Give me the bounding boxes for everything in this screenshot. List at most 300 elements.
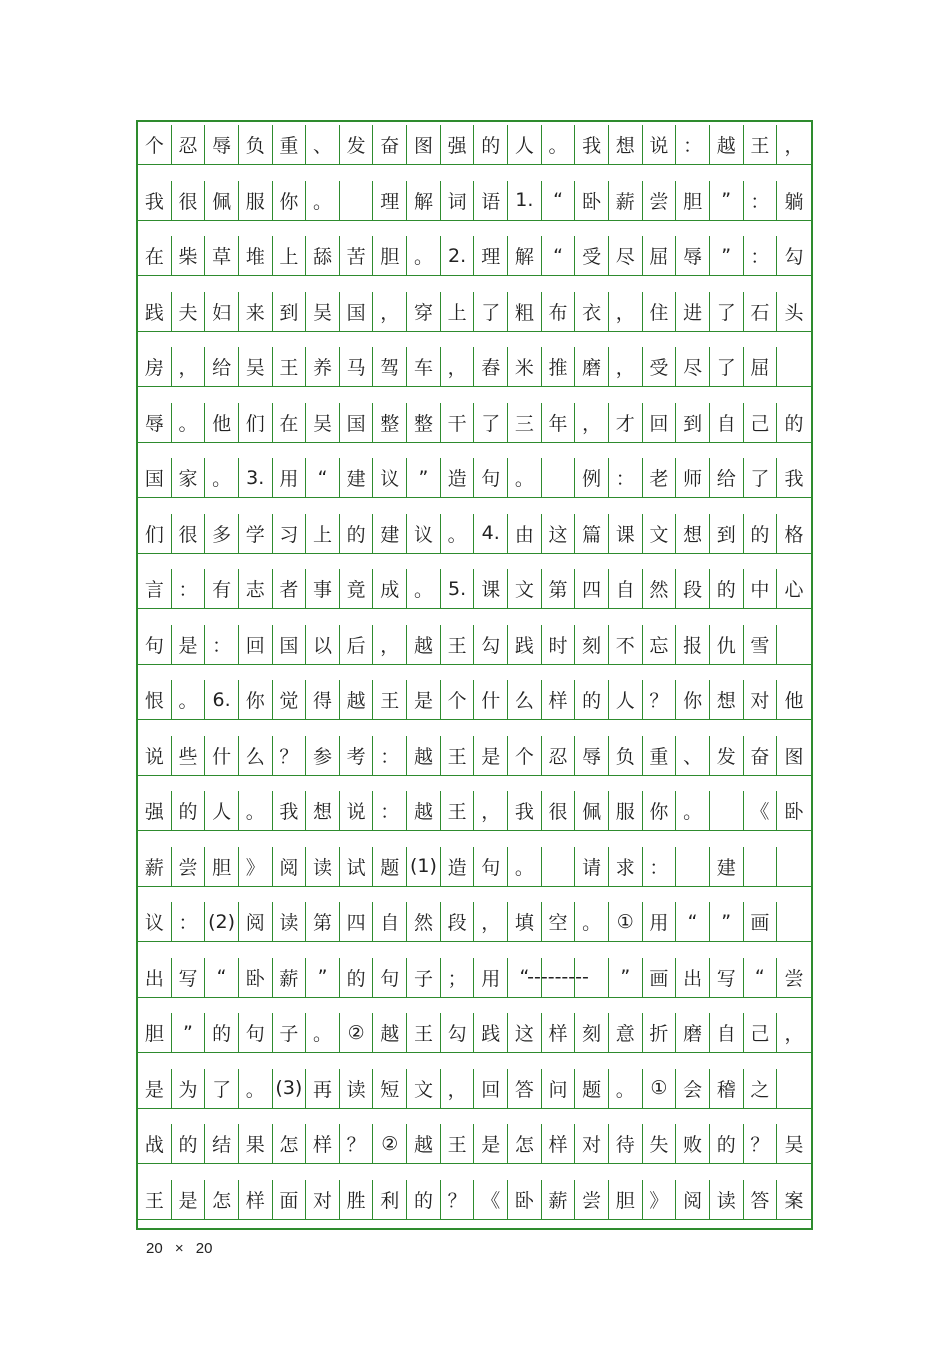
grid-cell <box>777 847 811 886</box>
grid-cell: 再 <box>306 1069 340 1108</box>
grid-row <box>138 791 811 831</box>
grid-cell: “ <box>542 181 576 220</box>
grid-cell: 什 <box>205 736 239 775</box>
grid-cell: 填 <box>508 902 542 941</box>
grid-cell <box>777 347 811 386</box>
grid-cell: 他 <box>205 403 239 442</box>
grid-cell: 整 <box>407 403 441 442</box>
grid-cell: 服 <box>239 181 273 220</box>
grid-cell: ？ <box>340 1124 374 1163</box>
grid-cell: ② <box>340 1013 374 1052</box>
grid-cell <box>777 902 811 941</box>
grid-cell: 的 <box>784 412 804 435</box>
grid-cell: 是 <box>474 1124 508 1163</box>
grid-cell: 不 <box>609 625 643 664</box>
grid-cell: 回 <box>474 1069 508 1108</box>
grid-cell: 、 <box>676 736 710 775</box>
grid-cell: 的 <box>340 958 374 997</box>
grid-cell: 者 <box>273 569 307 608</box>
grid-cell: 践 <box>138 292 172 331</box>
grid-cell: 尽 <box>676 347 710 386</box>
grid-cell <box>777 625 811 664</box>
grid-cell: 画 <box>643 958 677 997</box>
grid-cell: 文 <box>508 569 542 608</box>
grid-cell: 败 <box>676 1124 710 1163</box>
grid-cell: 议 <box>138 902 172 941</box>
grid-cell: 写 <box>710 958 744 997</box>
grid-cell: 堆 <box>239 236 273 275</box>
grid-cell: 么 <box>239 736 273 775</box>
grid-row <box>138 847 811 887</box>
grid-cell: “ <box>205 958 239 997</box>
grid-cell: 王 <box>441 625 475 664</box>
grid-cell: 胜 <box>340 1180 374 1219</box>
grid-cell: 他 <box>784 690 804 712</box>
grid-cell: 衣 <box>575 292 609 331</box>
grid-cell: 重 <box>643 736 677 775</box>
grid-cell: 养 <box>306 347 340 386</box>
grid-cell: 恨 <box>138 680 172 719</box>
grid-cell: 卧 <box>784 801 804 823</box>
grid-cell: 段 <box>441 902 475 941</box>
grid-cell: 待 <box>609 1124 643 1163</box>
grid-cell: 受 <box>575 236 609 275</box>
grid-cell: ， <box>609 292 643 331</box>
grid-cell: 吴 <box>784 1134 804 1156</box>
grid-cell: --------- <box>542 958 576 997</box>
grid-cell: 胆 <box>373 236 407 275</box>
grid-row <box>138 514 811 554</box>
grid-cell: 尝 <box>784 967 804 990</box>
grid-cell: 尝 <box>575 1180 609 1219</box>
grid-cell: 。 <box>172 403 206 442</box>
grid-cell: 语 <box>474 181 508 220</box>
grid-cell: ， <box>575 403 609 442</box>
grid-cell: 刻 <box>575 1013 609 1052</box>
grid-cell: 议 <box>373 458 407 497</box>
grid-cell: ； <box>441 958 475 997</box>
grid-cell: 尝 <box>643 181 677 220</box>
grid-cell: (1) <box>407 847 441 886</box>
grid-cell: 说 <box>340 791 374 830</box>
grid-cell: 吴 <box>306 403 340 442</box>
grid-cell: 说 <box>643 125 677 164</box>
grid-cell: 强 <box>138 791 172 830</box>
grid-cell: 来 <box>239 292 273 331</box>
grid-cell: 这 <box>508 1013 542 1052</box>
grid-cell: 格 <box>784 523 804 546</box>
grid-cell: 勾 <box>784 246 804 268</box>
grid-cell: 胆 <box>138 1013 172 1052</box>
grid-cell: 了 <box>744 458 778 497</box>
grid-cell: ： <box>744 236 778 275</box>
grid-cell: 头 <box>784 301 804 324</box>
grid-cell: 磨 <box>676 1013 710 1052</box>
grid-cell: 躺 <box>784 190 804 213</box>
grid-cell: 很 <box>172 181 206 220</box>
grid-cell: 越 <box>407 625 441 664</box>
grid-paper <box>136 120 813 1230</box>
grid-cell: 发 <box>710 736 744 775</box>
grid-row <box>138 181 811 221</box>
grid-cell: 。 <box>441 514 475 553</box>
grid-cell: 后 <box>340 625 374 664</box>
grid-cell: 这 <box>542 514 576 553</box>
grid-row <box>138 458 811 498</box>
grid-cell: ： <box>172 902 206 941</box>
grid-cell: ， <box>373 292 407 331</box>
grid-cell: ： <box>373 791 407 830</box>
grid-cell: 你 <box>676 680 710 719</box>
grid-cell: 刻 <box>575 625 609 664</box>
grid-cell: 年 <box>542 403 576 442</box>
grid-cell: 《 <box>744 791 778 830</box>
grid-cell: 课 <box>474 569 508 608</box>
grid-cell: ， <box>373 625 407 664</box>
grid-cell: 觉 <box>273 680 307 719</box>
grid-cell: 的 <box>205 1013 239 1052</box>
grid-cell: 对 <box>744 680 778 719</box>
grid-cell: 国 <box>340 403 374 442</box>
grid-cell <box>542 458 576 497</box>
grid-cell: 己 <box>744 403 778 442</box>
grid-row <box>138 403 811 443</box>
grid-cell: 第 <box>306 902 340 941</box>
grid-cell: 忍 <box>542 736 576 775</box>
grid-cell: 忍 <box>172 125 206 164</box>
grid-cell: 你 <box>273 181 307 220</box>
grid-cell: 意 <box>609 1013 643 1052</box>
grid-cell: 的 <box>172 791 206 830</box>
grid-cell: 妇 <box>205 292 239 331</box>
grid-cell: 我 <box>273 791 307 830</box>
grid-cell: ， <box>474 791 508 830</box>
grid-cell: 国 <box>340 292 374 331</box>
grid-cell: 之 <box>744 1069 778 1108</box>
grid-cell: 句 <box>474 458 508 497</box>
grid-cell: “ <box>508 958 542 997</box>
grid-cell: 房 <box>138 347 172 386</box>
grid-cell: 薪 <box>609 181 643 220</box>
grid-cell: 答 <box>744 1180 778 1219</box>
grid-cell: 为 <box>172 1069 206 1108</box>
grid-cell: 读 <box>340 1069 374 1108</box>
grid-cell: 报 <box>676 625 710 664</box>
grid-cell <box>575 958 609 997</box>
grid-cell: 课 <box>609 514 643 553</box>
grid-cell: ” <box>407 458 441 497</box>
grid-row <box>138 902 811 942</box>
grid-cell: 越 <box>340 680 374 719</box>
grid-cell: 想 <box>306 791 340 830</box>
grid-cell: 的 <box>474 125 508 164</box>
grid-cell: 布 <box>542 292 576 331</box>
grid-cell: 你 <box>239 680 273 719</box>
grid-cell: 怎 <box>273 1124 307 1163</box>
grid-cell: 稽 <box>710 1069 744 1108</box>
grid-cell: 胆 <box>609 1180 643 1219</box>
grid-cell: 卧 <box>508 1180 542 1219</box>
grid-cell: 人 <box>609 680 643 719</box>
grid-cell: 住 <box>643 292 677 331</box>
grid-row <box>138 736 811 776</box>
grid-cell: 自 <box>710 1013 744 1052</box>
grid-cell: 上 <box>273 236 307 275</box>
grid-cell: 薪 <box>138 847 172 886</box>
grid-cell: ？ <box>643 680 677 719</box>
grid-cell: 王 <box>441 791 475 830</box>
grid-cell: 。 <box>508 458 542 497</box>
grid-cell: 苦 <box>340 236 374 275</box>
grid-cell: 议 <box>407 514 441 553</box>
grid-cell: 利 <box>373 1180 407 1219</box>
grid-row <box>138 1124 811 1164</box>
grid-row <box>138 680 811 720</box>
grid-cell: 是 <box>172 625 206 664</box>
grid-cell: 辱 <box>676 236 710 275</box>
grid-cell: 以 <box>306 625 340 664</box>
grid-cell: 6. <box>205 680 239 719</box>
grid-cell: 。 <box>172 680 206 719</box>
grid-cell: 段 <box>676 569 710 608</box>
grid-cell: 很 <box>172 514 206 553</box>
grid-cell: 么 <box>508 680 542 719</box>
grid-cell: 吴 <box>306 292 340 331</box>
grid-cell: 1. <box>508 181 542 220</box>
grid-cell: 了 <box>474 292 508 331</box>
grid-cell: 习 <box>273 514 307 553</box>
grid-cell: 了 <box>474 403 508 442</box>
grid-cell: 了 <box>205 1069 239 1108</box>
grid-cell: 辱 <box>138 403 172 442</box>
grid-cell <box>542 847 576 886</box>
grid-row <box>138 1180 811 1220</box>
grid-cell: 3. <box>239 458 273 497</box>
grid-cell: 在 <box>273 403 307 442</box>
grid-cell: 理 <box>373 181 407 220</box>
grid-cell: 建 <box>373 514 407 553</box>
grid-cell: ， <box>474 902 508 941</box>
grid-cell: 个 <box>138 125 172 164</box>
grid-cell: ② <box>373 1124 407 1163</box>
grid-cell: 夫 <box>172 292 206 331</box>
grid-cell: ， <box>784 1023 804 1045</box>
grid-cell: “ <box>542 236 576 275</box>
grid-cell: 面 <box>273 1180 307 1219</box>
grid-cell: “ <box>744 958 778 997</box>
grid-cell: 舂 <box>474 347 508 386</box>
grid-cell: 。 <box>508 847 542 886</box>
grid-cell: 案 <box>784 1189 804 1212</box>
grid-cell: 问 <box>542 1069 576 1108</box>
grid-cell: 例 <box>575 458 609 497</box>
grid-cell: 成 <box>373 569 407 608</box>
grid-cell: 家 <box>172 458 206 497</box>
grid-cell: 理 <box>474 236 508 275</box>
grid-row <box>138 1069 811 1109</box>
grid-cell: 们 <box>138 514 172 553</box>
grid-cell: 服 <box>609 791 643 830</box>
grid-cell: 草 <box>205 236 239 275</box>
grid-cell: 阅 <box>239 902 273 941</box>
grid-cell: ” <box>306 958 340 997</box>
grid-cell: ： <box>172 569 206 608</box>
grid-cell: 的 <box>575 680 609 719</box>
grid-cell: 忘 <box>643 625 677 664</box>
grid-cell: 句 <box>474 847 508 886</box>
grid-cell: 受 <box>643 347 677 386</box>
grid-cell: 文 <box>407 1069 441 1108</box>
grid-cell: 。 <box>306 1013 340 1052</box>
grid-cell: ？ <box>441 1180 475 1219</box>
grid-cell: 题 <box>373 847 407 886</box>
grid-cell: 解 <box>407 181 441 220</box>
grid-cell: 马 <box>340 347 374 386</box>
grid-cell: 王 <box>441 1124 475 1163</box>
grid-size-label <box>146 1240 212 1257</box>
grid-cell: 王 <box>744 125 778 164</box>
grid-cell: 越 <box>407 736 441 775</box>
grid-rows-count: 20 <box>146 1240 163 1257</box>
grid-cell: 王 <box>138 1180 172 1219</box>
grid-cell: 得 <box>306 680 340 719</box>
grid-cell: 读 <box>306 847 340 886</box>
grid-cell: 上 <box>306 514 340 553</box>
grid-cell: 米 <box>508 347 542 386</box>
grid-cell: 佩 <box>575 791 609 830</box>
grid-cell: 柴 <box>172 236 206 275</box>
grid-cell: 石 <box>744 292 778 331</box>
grid-cell: 答 <box>508 1069 542 1108</box>
grid-cell: 。 <box>205 458 239 497</box>
grid-cell: 王 <box>273 347 307 386</box>
grid-cell: 。 <box>239 1069 273 1108</box>
grid-cell: 舔 <box>306 236 340 275</box>
grid-cell: 是 <box>474 736 508 775</box>
grid-cell: 子 <box>407 958 441 997</box>
grid-row <box>138 1013 811 1053</box>
grid-cell: 文 <box>643 514 677 553</box>
grid-cell: 想 <box>710 680 744 719</box>
grid-cell: 由 <box>508 514 542 553</box>
grid-cell: 负 <box>239 125 273 164</box>
grid-cell: “ <box>676 902 710 941</box>
grid-cell: 出 <box>676 958 710 997</box>
grid-cell: 阅 <box>676 1180 710 1219</box>
grid-cell: 人 <box>508 125 542 164</box>
grid-cell: 多 <box>205 514 239 553</box>
grid-cell: 我 <box>784 468 804 490</box>
grid-cell: 然 <box>643 569 677 608</box>
grid-cell: 参 <box>306 736 340 775</box>
grid-cell: 辱 <box>575 736 609 775</box>
grid-cell: 屈 <box>744 347 778 386</box>
grid-cell: 发 <box>340 125 374 164</box>
grid-cell: 三 <box>508 403 542 442</box>
grid-cell: 言 <box>138 569 172 608</box>
grid-cell: 强 <box>441 125 475 164</box>
grid-cell: 奋 <box>744 736 778 775</box>
grid-cell: “ <box>306 458 340 497</box>
grid-cell: ： <box>643 847 677 886</box>
grid-cell: 志 <box>239 569 273 608</box>
grid-cell: 、 <box>306 125 340 164</box>
grid-cell: ” <box>710 181 744 220</box>
grid-cell: ， <box>172 347 206 386</box>
grid-cell: 越 <box>407 791 441 830</box>
grid-cell: 读 <box>710 1180 744 1219</box>
grid-cell: 尝 <box>172 847 206 886</box>
grid-cell: 失 <box>643 1124 677 1163</box>
grid-cell: 个 <box>441 680 475 719</box>
grid-cell: 试 <box>340 847 374 886</box>
grid-cell: 结 <box>205 1124 239 1163</box>
grid-cell: 王 <box>373 680 407 719</box>
grid-cell: 句 <box>373 958 407 997</box>
grid-cell: 造 <box>441 847 475 886</box>
grid-cell: 写 <box>172 958 206 997</box>
grid-cell: 四 <box>340 902 374 941</box>
grid-cell: 我 <box>138 181 172 220</box>
grid-cell: 子 <box>273 1013 307 1052</box>
grid-cell: 重 <box>273 125 307 164</box>
grid-cell: 。 <box>542 125 576 164</box>
grid-cell: 上 <box>441 292 475 331</box>
grid-cell: 画 <box>744 902 778 941</box>
grid-cell: 怎 <box>508 1124 542 1163</box>
grid-cell: 尽 <box>609 236 643 275</box>
grid-cell: 样 <box>542 680 576 719</box>
grid-cell: 粗 <box>508 292 542 331</box>
grid-cell: 篇 <box>575 514 609 553</box>
grid-cell: 。 <box>407 569 441 608</box>
grid-cell: 2. <box>441 236 475 275</box>
grid-cell: 屈 <box>643 236 677 275</box>
grid-cell <box>340 181 374 220</box>
grid-cell: 整 <box>373 403 407 442</box>
grid-cell: 己 <box>744 1013 778 1052</box>
grid-cell: (3) <box>273 1069 307 1108</box>
grid-cell: 事 <box>306 569 340 608</box>
grid-cell: 阅 <box>273 847 307 886</box>
grid-cell <box>710 791 744 830</box>
grid-cell: 勾 <box>474 625 508 664</box>
grid-cell: 师 <box>676 458 710 497</box>
grid-cell: 负 <box>609 736 643 775</box>
grid-cell: 时 <box>542 625 576 664</box>
grid-cell: 样 <box>239 1180 273 1219</box>
grid-cell: 践 <box>474 1013 508 1052</box>
grid-cell: 中 <box>744 569 778 608</box>
grid-cell: 的 <box>172 1124 206 1163</box>
grid-cell: 自 <box>609 569 643 608</box>
grid-row <box>138 958 811 998</box>
grid-cell: 国 <box>273 625 307 664</box>
grid-cell: 样 <box>306 1124 340 1163</box>
grid-cell: 驾 <box>373 347 407 386</box>
grid-cell <box>777 1069 811 1108</box>
grid-cell: 回 <box>239 625 273 664</box>
grid-cell: ① <box>643 1069 677 1108</box>
grid-cell: 用 <box>643 902 677 941</box>
grid-cell: 四 <box>575 569 609 608</box>
grid-cell: 想 <box>676 514 710 553</box>
grid-cell: 》 <box>239 847 273 886</box>
grid-cell: 王 <box>441 736 475 775</box>
grid-cell: ？ <box>273 736 307 775</box>
grid-cell: 雪 <box>744 625 778 664</box>
grid-cell: ” <box>172 1013 206 1052</box>
